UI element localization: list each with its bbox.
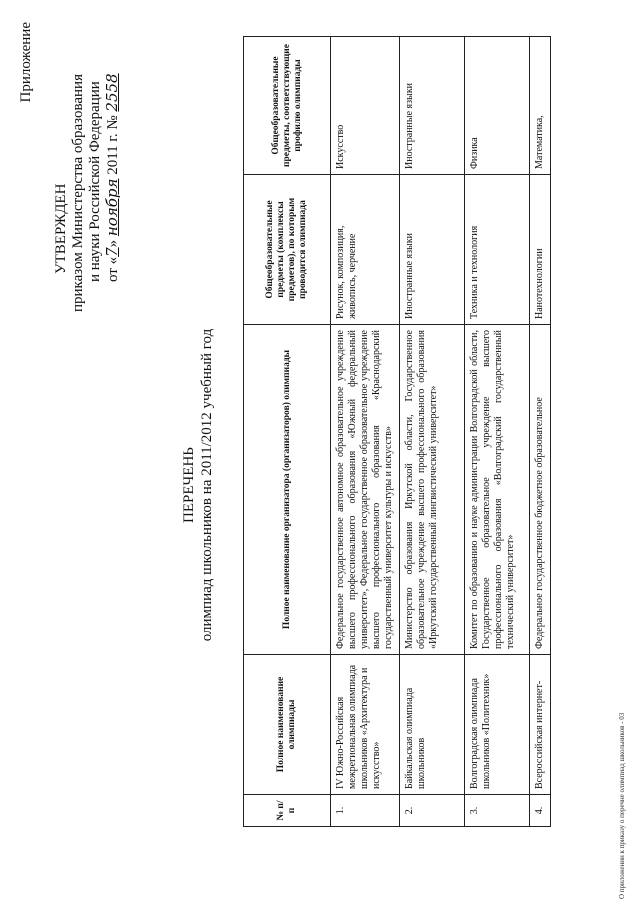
- olympiad-name: Байкальская олимпиада школьников: [400, 655, 465, 795]
- column-header-olympiad-name: Полное наименование олимпиады: [244, 655, 331, 795]
- date-day-handwritten: 7: [103, 247, 121, 257]
- date-month-handwritten: ноября: [103, 178, 121, 237]
- subjects: Иностранные языки: [400, 175, 465, 325]
- profile-subjects: Физика: [465, 37, 530, 175]
- subjects: Нанотехнологии: [530, 175, 551, 325]
- order-line-1: приказом Министерства образования: [70, 74, 86, 312]
- column-header-subjects: Общеобразовательные предметы (комплексы предметов), по которым проводится олимпиада: [244, 175, 331, 325]
- table-header-row: [244, 37, 331, 827]
- row-number: 4.: [530, 795, 551, 827]
- table-row: [465, 37, 530, 827]
- olympiad-table: [243, 36, 551, 827]
- organizer-name: Федеральное государственное бюджетное образовательное: [530, 325, 551, 655]
- olympiad-name: Всероссийская интернет-: [530, 655, 551, 795]
- table-row: [400, 37, 465, 827]
- row-number: 2.: [400, 795, 465, 827]
- document-subtitle: олимпиад школьников на 2011/2012 учебный год: [199, 328, 215, 642]
- table-row: [530, 37, 551, 827]
- column-header-number: № п/п: [244, 795, 331, 827]
- organizer-name: Федеральное государственное автономное образовательное учреждение высшего профессионального образования «Южный федеральный университет», Федеральное государственное образовательное учреждение высшего профессионального образования «Краснодарский государственный университет культуры и искусств»: [331, 325, 400, 655]
- organizer-name: Министерство образования Иркутской области, Государственное образовательное учреждение высшего профессионального образования «Иркутский государственный лингвистический университет»: [400, 325, 465, 655]
- profile-subjects: Иностранные языки: [400, 37, 465, 175]
- olympiad-name: Волгоградская олимпиада школьников «Политехник»: [465, 655, 530, 795]
- row-number: 3.: [465, 795, 530, 827]
- order-line-2: и науки Российской Федерации: [87, 81, 103, 282]
- approval-header: [18, 22, 122, 352]
- subjects: Рисунок, композиция, живопись, черчение: [331, 175, 400, 325]
- approved-label: УТВЕРЖДЕН: [53, 183, 69, 274]
- document-title: ПЕРЕЧЕНЬ: [181, 447, 197, 523]
- page-footnote: О приложении к приказу о перечне олимпиад школьников - 03: [618, 712, 626, 899]
- order-number-handwritten: 2558: [103, 73, 121, 112]
- column-header-organizer: Полное наименование организатора (организаторов) олимпиады: [244, 325, 331, 655]
- date-year: 2011 г. №: [105, 115, 121, 175]
- document-title-block: [180, 165, 216, 805]
- table-row: [331, 37, 400, 827]
- subjects: Техника и технология: [465, 175, 530, 325]
- date-prefix: от «: [105, 256, 121, 282]
- order-date-line: [104, 22, 122, 352]
- profile-subjects: Искусство: [331, 37, 400, 175]
- column-header-profile-subjects: Общеобразовательные предметы, соответствующие профилю олимпиады: [244, 37, 331, 175]
- profile-subjects: Математика,: [530, 37, 551, 175]
- organizer-name: Комитет по образованию и науке администрации Волгоградской области, Государственное образовательное учреждение высшего профессионального образования «Волгоградский государственный технический университет»: [465, 325, 530, 655]
- row-number: 1.: [331, 795, 400, 827]
- appendix-label: Приложение: [18, 22, 34, 103]
- olympiad-name: IV Южно-Российская межрегиональная олимпиада школьников «Архитектура и искусство»: [331, 655, 400, 795]
- date-mid: »: [105, 239, 121, 248]
